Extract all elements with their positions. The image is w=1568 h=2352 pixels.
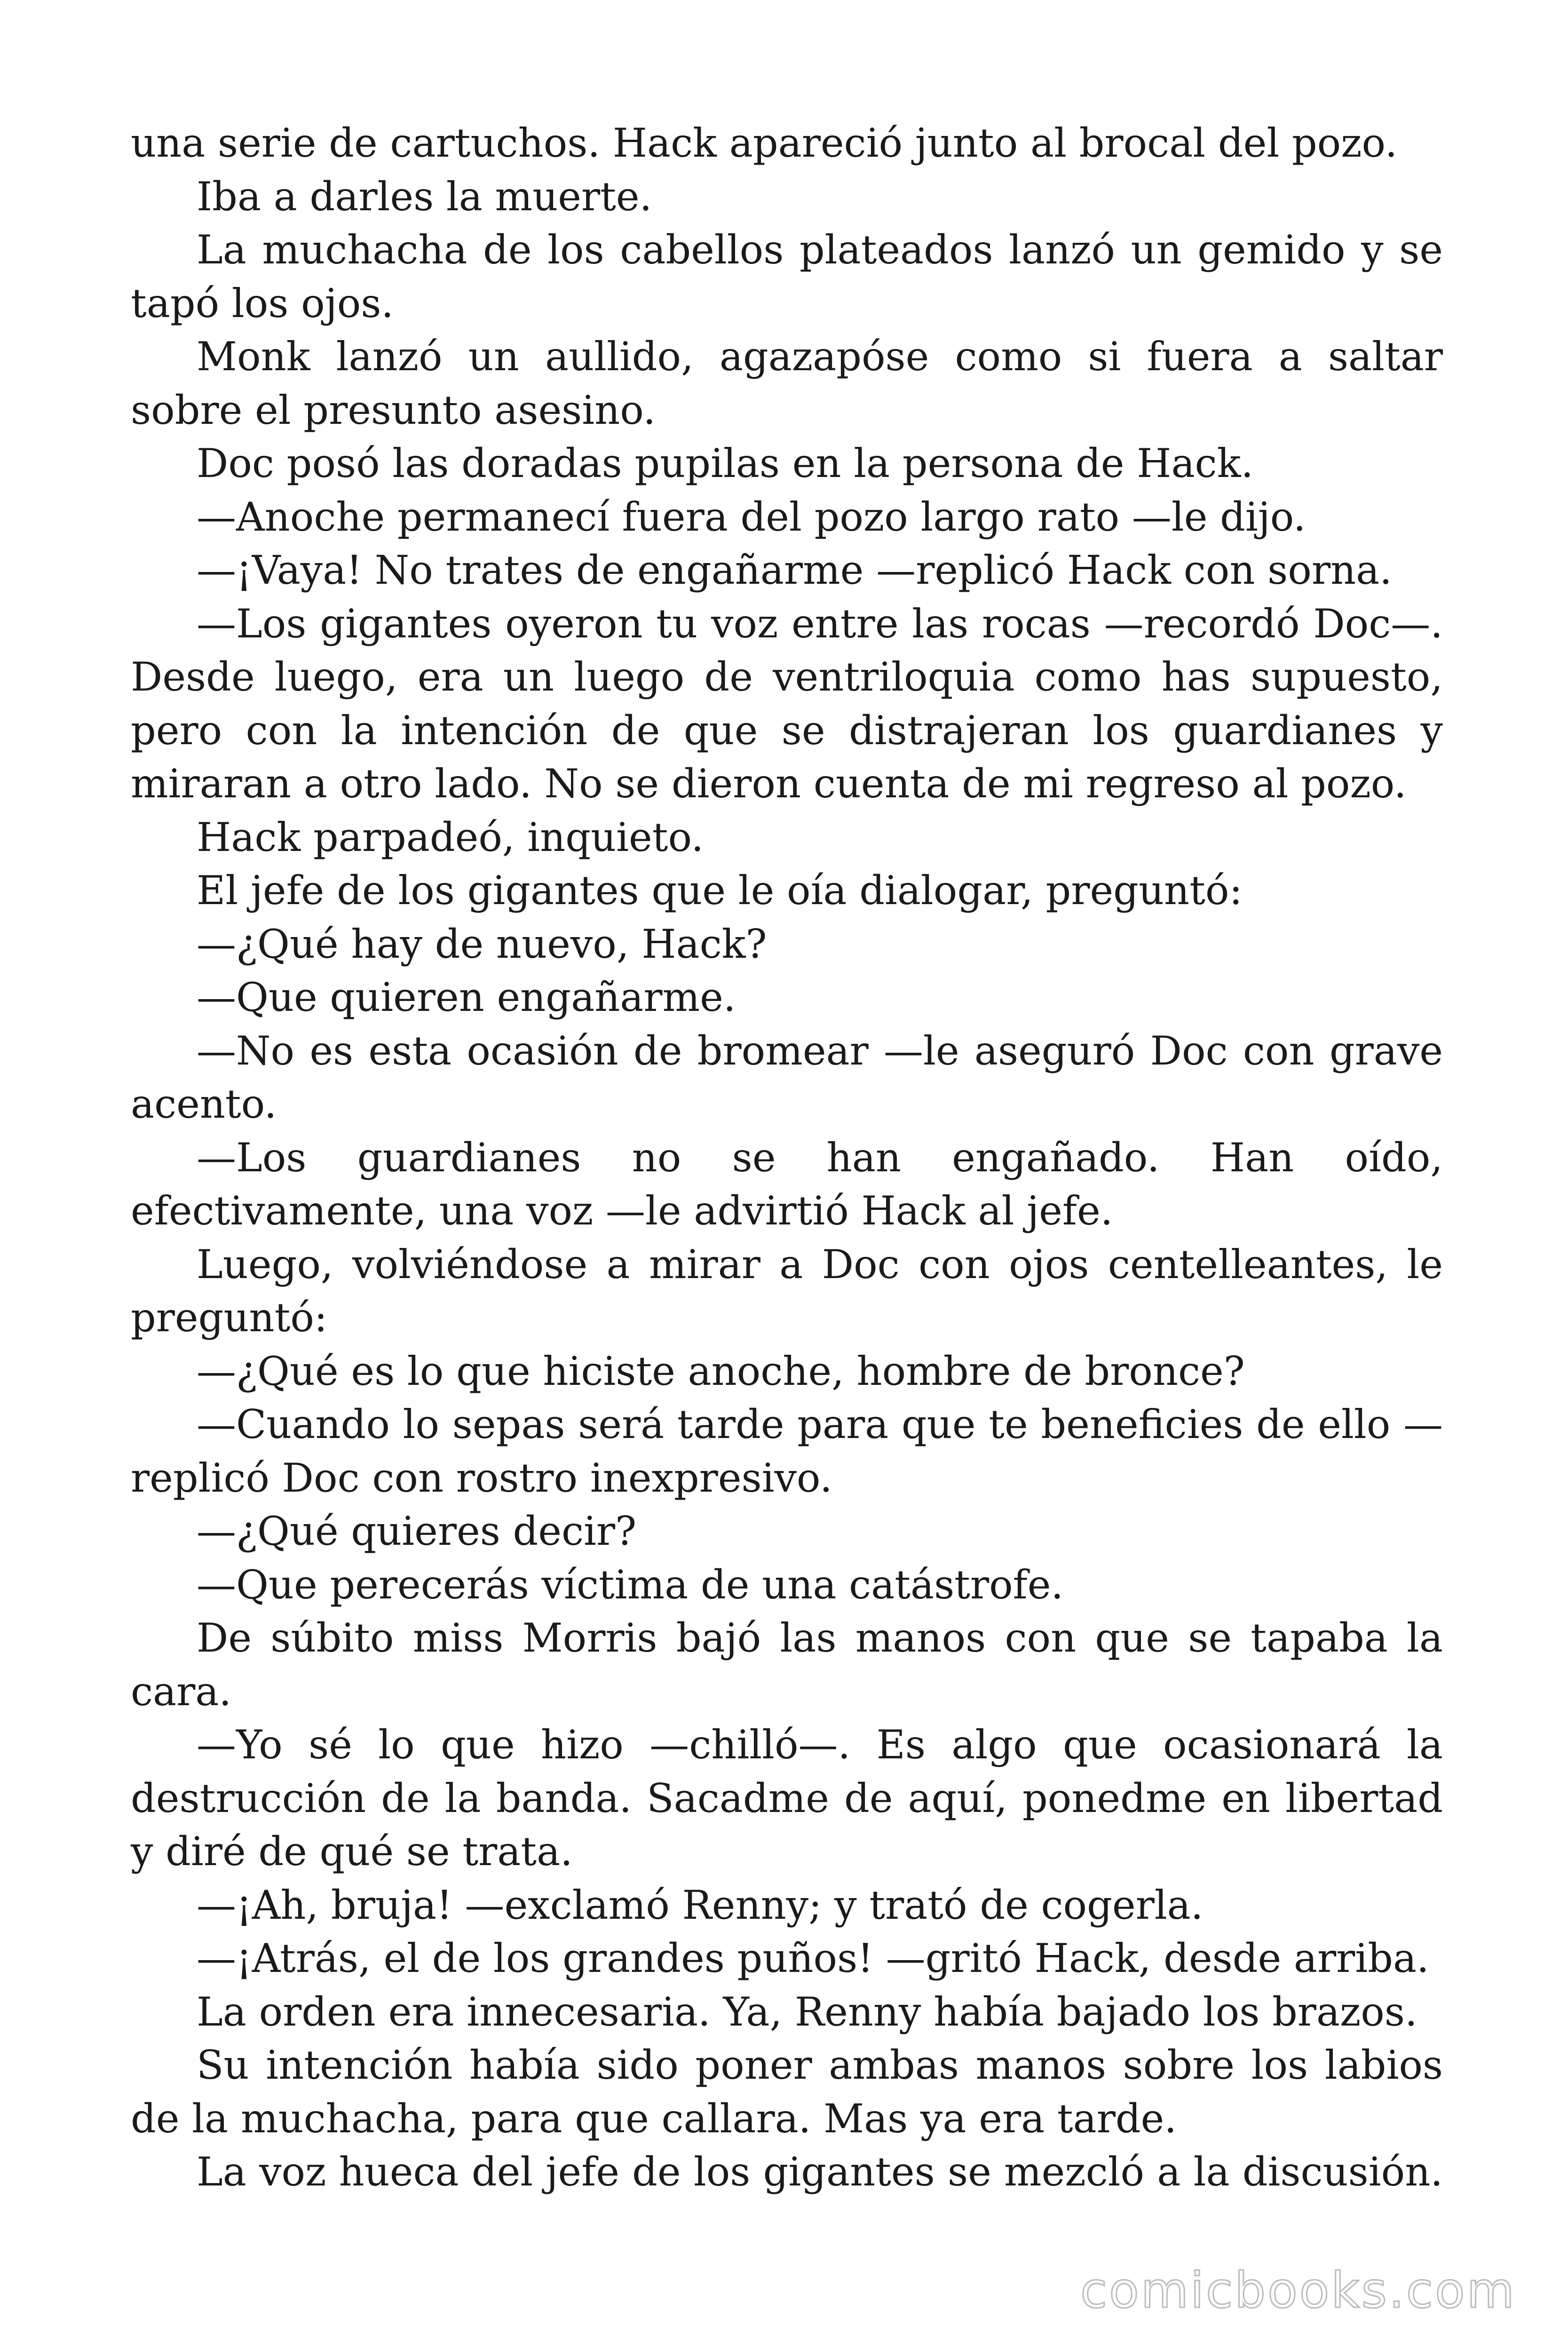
paragraph: De súbito miss Morris bajó las manos con que se tapaba la cara.	[131, 1615, 1443, 1715]
body-text	[131, 117, 1443, 2199]
paragraph: Doc posó las doradas pupilas en la persona de Hack.	[197, 440, 1254, 486]
paragraph: —Los guardianes no se han engañado. Han oído, efectivamente, una voz —le advirtió Hack al jefe.	[131, 1134, 1443, 1234]
paragraph: —¡Atrás, el de los grandes puños! —gritó Hack, desde arriba.	[197, 1935, 1429, 1981]
paragraph: —¡Vaya! No trates de engañarme —replicó Hack con sorna.	[197, 547, 1392, 593]
paragraph: La voz hueca del jefe de los gigantes se mezcló a la discusión.	[197, 2149, 1443, 2195]
paragraph: —¿Qué quieres decir?	[197, 1508, 637, 1554]
paragraph: —Yo sé lo que hizo —chilló—. Es algo que ocasionará la destrucción de la banda. Sacadme de aquí, ponedme en libertad y diré de qué se trata.	[131, 1722, 1443, 1875]
paragraph: —Que perecerás víctima de una catástrofe.	[197, 1561, 1064, 1608]
paragraph: —Cuando lo sepas será tarde para que te beneficies de ello — replicó Doc con rostro inexpresivo.	[131, 1401, 1443, 1501]
paragraph: El jefe de los gigantes que le oía dialogar, preguntó:	[197, 867, 1243, 914]
paragraph: —¿Qué hay de nuevo, Hack?	[197, 921, 767, 967]
paragraph: Su intención había sido poner ambas manos sobre los labios de la muchacha, para que callara. Mas ya era tarde.	[131, 2042, 1443, 2142]
watermark: comicbooks.com	[1080, 2262, 1516, 2319]
paragraph: —Que quieren engañarme.	[197, 974, 736, 1020]
paragraph: Iba a darles la muerte.	[197, 173, 652, 220]
paragraph: —No es esta ocasión de bromear —le aseguró Doc con grave acento.	[131, 1027, 1443, 1127]
paragraph: Hack parpadeó, inquieto.	[197, 814, 704, 860]
paragraph: La orden era innecesaria. Ya, Renny había bajado los brazos.	[197, 1988, 1418, 2035]
paragraph: una serie de cartuchos. Hack apareció junto al brocal del pozo.	[131, 120, 1398, 166]
paragraph: —¿Qué es lo que hiciste anoche, hombre de bronce?	[197, 1348, 1245, 1394]
paragraph: Luego, volviéndose a mirar a Doc con ojos centelleantes, le preguntó:	[131, 1241, 1443, 1341]
paragraph: —¡Ah, bruja! —exclamó Renny; y trató de cogerla.	[197, 1882, 1204, 1928]
paragraph: —Anoche permanecí fuera del pozo largo rato —le dijo.	[197, 493, 1306, 540]
paragraph: Monk lanzó un aullido, agazapóse como si fuera a saltar sobre el presunto asesino.	[131, 334, 1443, 433]
paragraph: La muchacha de los cabellos plateados lanzó un gemido y se tapó los ojos.	[131, 227, 1443, 326]
paragraph: —Los gigantes oyeron tu voz entre las rocas —recordó Doc—. Desde luego, era un luego de ventriloquia como has supuesto, pero con la intención de que se distrajeran los guardianes y miraran a otro lado. No se dieron cuenta de mi regreso al pozo.	[131, 600, 1443, 807]
